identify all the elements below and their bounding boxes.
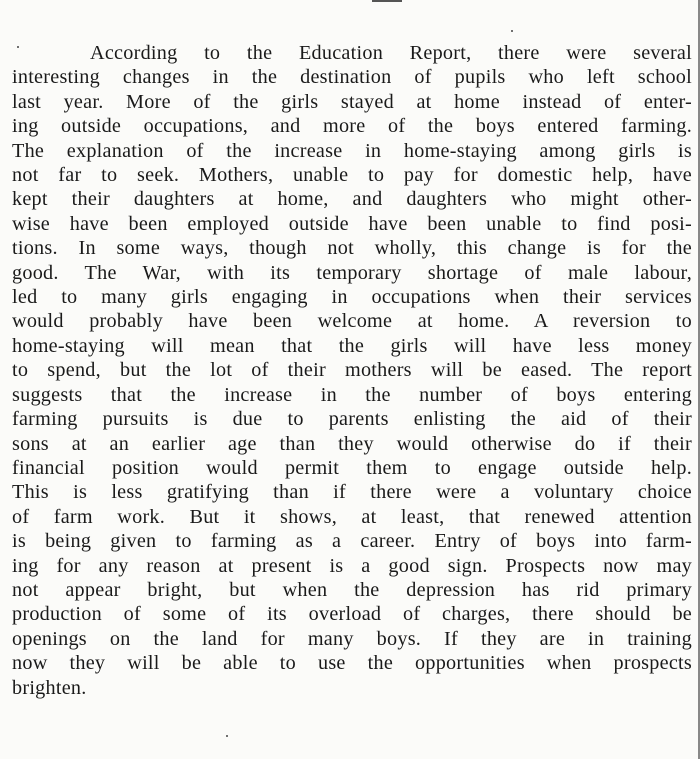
- article-line: tions. In some ways, though not wholly, this change is for the: [12, 237, 692, 260]
- article-line: not appear bright, but when the depression has rid primary: [12, 578, 692, 601]
- article-line: sons at an earlier age than they would otherwise do if their: [12, 432, 692, 455]
- article-line: of farm work. But it shows, at least, that renewed attention: [12, 505, 692, 528]
- article-line: would probably have been welcome at home. A reversion to: [12, 310, 692, 333]
- print-speck: [226, 735, 228, 737]
- article-line: kept their daughters at home, and daughters who might other-: [12, 188, 692, 211]
- top-rule: [372, 0, 402, 2]
- article-line: According to the Education Report, there were several: [90, 42, 692, 64]
- article-line: now they will be able to use the opportunities when prospects: [12, 652, 692, 675]
- article-line: This is less gratifying than if there were a voluntary choice: [12, 481, 692, 504]
- article-line: ing outside occupations, and more of the boys entered farming.: [12, 115, 692, 138]
- article-line: farming pursuits is due to parents enlisting the aid of their: [12, 408, 692, 431]
- article-line: production of some of its overload of charges, there should be: [12, 603, 692, 626]
- article-paragraph: [12, 41, 692, 700]
- article-line: ing for any reason at present is a good sign. Prospects now may: [12, 554, 692, 577]
- article-line: home-staying will mean that the girls will have less money: [12, 334, 692, 357]
- article-line: openings on the land for many boys. If they are in training: [12, 627, 692, 650]
- article-line: The explanation of the increase in home-staying among girls is: [12, 139, 692, 162]
- article-line: good. The War, with its temporary shortage of male labour,: [12, 261, 692, 284]
- article-line: financial position would permit them to engage outside help.: [12, 456, 692, 479]
- article-line: wise have been employed outside have been unable to find posi-: [12, 212, 692, 235]
- article-line: brighten.: [12, 676, 87, 699]
- print-speck: [511, 30, 513, 32]
- article-line: suggests that the increase in the number of boys entering: [12, 383, 692, 406]
- article-line: is being given to farming as a career. Entry of boys into farm-: [12, 530, 692, 553]
- article-line: led to many girls engaging in occupations when their services: [12, 286, 692, 309]
- article-line: interesting changes in the destination of pupils who left school: [12, 66, 692, 89]
- article-line: not far to seek. Mothers, unable to pay for domestic help, have: [12, 164, 692, 187]
- article-line: to spend, but the lot of their mothers will be eased. The report: [12, 359, 692, 382]
- article-line: last year. More of the girls stayed at home instead of enter-: [12, 90, 692, 113]
